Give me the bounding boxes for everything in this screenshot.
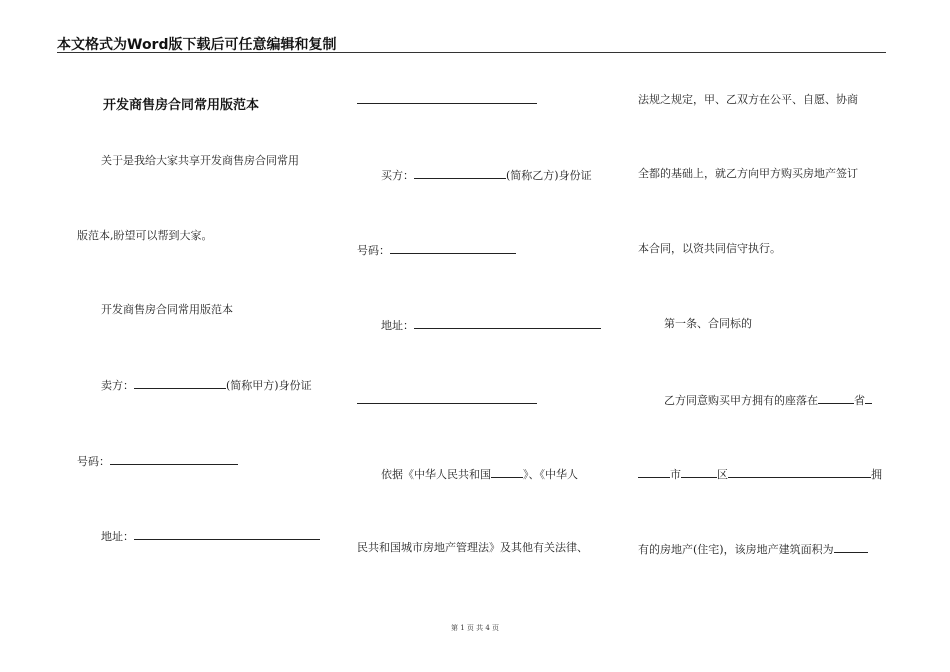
city-blank [638, 466, 670, 478]
basis-text-a: 依据《中华人民共和国 [381, 468, 491, 481]
property-line-1 [664, 392, 872, 408]
intro-line-2: 版范本,盼望可以帮到大家。 [77, 229, 213, 242]
buyer-address-blank [414, 317, 601, 329]
buyer-address-label: 地址： [381, 319, 414, 332]
district-suffix: 区 [717, 468, 728, 481]
clause-line-1: 法规之规定，甲、乙双方在公平、自愿、协商 [638, 93, 858, 106]
clause-line-2: 全都的基础上，就乙方向甲方购买房地产签订 [638, 167, 858, 180]
buyer-suffix: (简称乙方)身份证 [506, 169, 592, 182]
intro-line-1: 关于是我给大家共享开发商售房合同常用 [101, 154, 299, 167]
province-suffix: 省 [854, 394, 865, 407]
area-blank [834, 541, 868, 553]
province-blank [818, 392, 854, 404]
buyer-id-label: 号码： [357, 244, 390, 257]
buyer-name-blank [414, 167, 506, 179]
buyer-id-blank [390, 242, 516, 254]
province-tail-blank [865, 392, 872, 404]
law-name-blank [491, 466, 523, 478]
page-footer: 第 1 页 共 4 页 [450, 624, 500, 632]
article-1-heading: 第一条、合同标的 [664, 317, 752, 330]
seller-suffix: (简称甲方)身份证 [226, 379, 312, 392]
property-line-2 [638, 466, 882, 482]
buyer-address-line [381, 317, 601, 333]
seller-id-label: 号码： [77, 455, 110, 468]
basis-line-1 [381, 466, 578, 482]
city-suffix: 市 [670, 468, 681, 481]
district-blank [681, 466, 717, 478]
buyer-line [381, 167, 592, 183]
seller-address-line [101, 528, 320, 544]
document-title: 开发商售房合同常用版范本 [103, 98, 260, 113]
buyer-id-line [357, 242, 516, 258]
seller-address-label: 地址： [101, 530, 134, 543]
buyer-label: 买方： [381, 169, 414, 182]
property-text-a: 乙方同意购买甲方拥有的座落在 [664, 394, 818, 407]
blank-line-middle [357, 403, 537, 404]
own-text: 拥 [871, 468, 882, 481]
page-header-title: 本文格式为Word版下载后可任意编辑和复制 [57, 37, 337, 53]
blank-line-top [357, 103, 537, 104]
seller-label: 卖方： [101, 379, 134, 392]
contract-subtitle: 开发商售房合同常用版范本 [101, 303, 233, 316]
basis-line-2: 民共和国城市房地产管理法》及其他有关法律、 [357, 541, 588, 554]
header-rule [57, 52, 886, 53]
street-blank [728, 466, 871, 478]
clause-line-3: 本合同，以资共同信守执行。 [638, 242, 781, 255]
property-text-c: 有的房地产(住宅)，该房地产建筑面积为 [638, 543, 834, 556]
seller-name-blank [134, 377, 226, 389]
seller-id-blank [110, 453, 238, 465]
basis-text-b: 》、《中华人 [523, 468, 578, 481]
seller-id-line [77, 453, 238, 469]
property-line-3 [638, 541, 868, 557]
seller-line [101, 377, 312, 393]
seller-address-blank [134, 528, 320, 540]
